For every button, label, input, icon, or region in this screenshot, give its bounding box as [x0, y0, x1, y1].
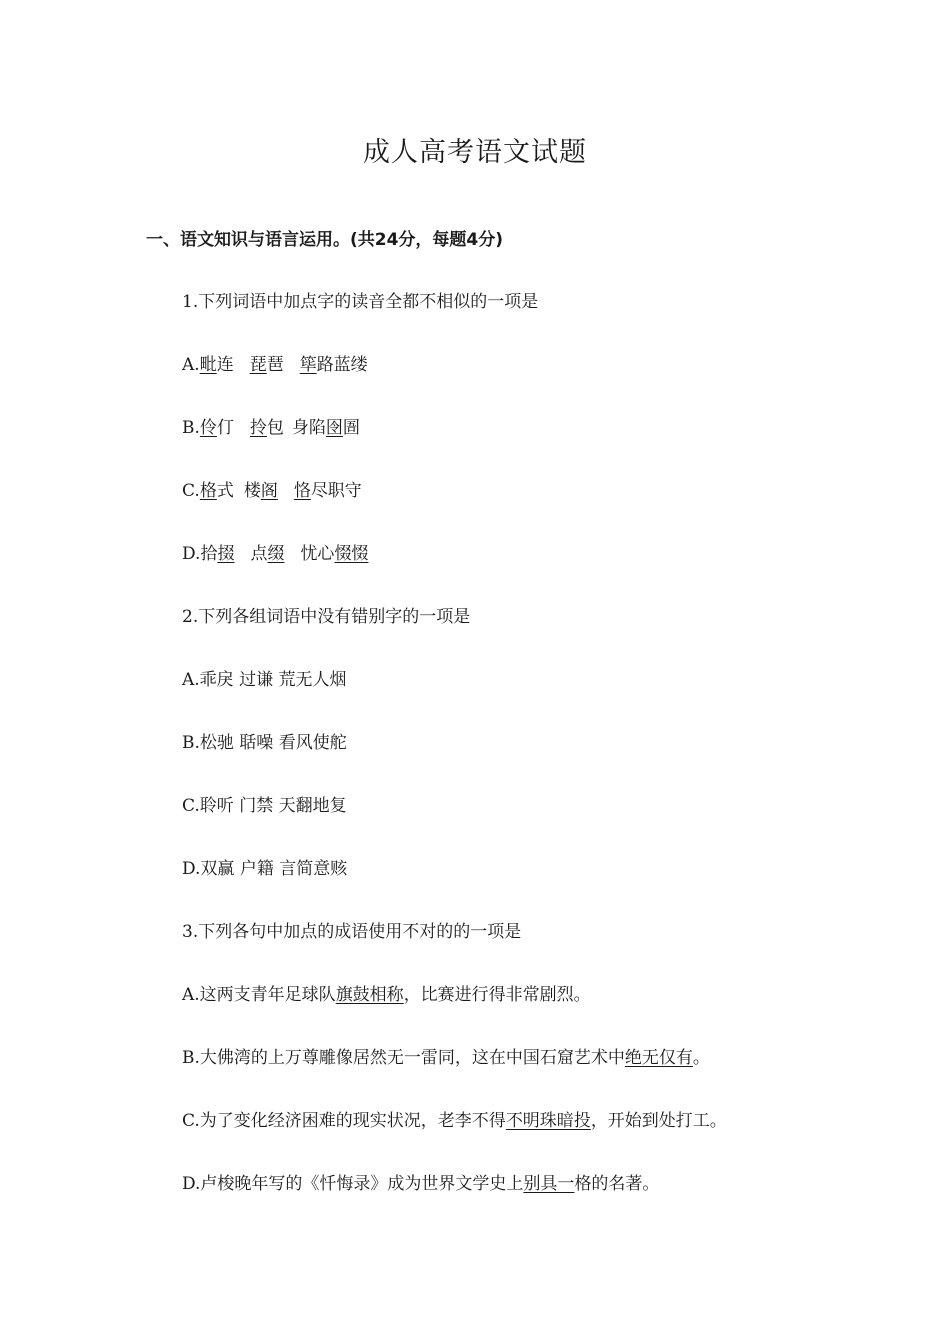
question-1-stem: 1.下列词语中加点字的读音全都不相似的一项是	[182, 292, 539, 312]
question-2-option-b: B.松驰 聒噪 看风使舵	[182, 733, 347, 753]
dotted-char: 掇	[217, 544, 235, 564]
word-prefix: 拾	[200, 544, 218, 564]
dotted-idiom: 旗鼓相称	[335, 985, 404, 1005]
question-1-option-d	[182, 540, 368, 568]
sentence-text: ，开始到处打工。	[590, 1111, 727, 1131]
sentence-text: D.卢梭晚年写的《忏悔录》成为世界文学史上	[182, 1174, 524, 1194]
word-rest: 式	[216, 481, 234, 501]
dotted-char: 琵	[249, 355, 267, 375]
dotted-idiom: 绝无仅有	[624, 1048, 693, 1068]
sentence-text: 格的名著。	[574, 1174, 660, 1194]
word-rest: 尽职守	[310, 481, 362, 501]
question-2-stem: 2.下列各组词语中没有错别字的一项是	[182, 607, 471, 627]
word-prefix: 点	[250, 544, 268, 564]
dotted-idiom: 不明珠暗投	[505, 1111, 591, 1131]
dotted-char: 拎	[249, 418, 267, 438]
sentence-text: C.为了变化经济困难的现实状况，老李不得	[182, 1111, 506, 1131]
dotted-char: 惙惙	[334, 544, 369, 564]
sentence-text: ，比赛进行得非常剧烈。	[403, 985, 591, 1005]
dotted-char: 恪	[293, 481, 311, 501]
question-2-option-d: D.双赢 户籍 言简意赅	[182, 859, 348, 879]
question-1-option-a	[182, 351, 368, 379]
word-rest: 仃	[216, 418, 234, 438]
word-prefix: 忧心	[300, 544, 335, 564]
dotted-char: 囹	[325, 418, 343, 438]
option-label: A.	[182, 355, 200, 375]
dotted-char: 筚	[299, 355, 317, 375]
question-3-stem: 3.下列各句中加点的成语使用不对的的一项是	[182, 922, 522, 942]
dotted-idiom: 别具一	[523, 1174, 575, 1194]
question-1-option-b	[182, 414, 360, 442]
word-rest: 路蓝缕	[316, 355, 368, 375]
word-rest: 连	[216, 355, 234, 375]
word-rest: 包	[266, 418, 284, 438]
dotted-char: 缀	[267, 544, 285, 564]
dotted-char: 伶	[199, 418, 217, 438]
option-label: C.	[182, 481, 200, 501]
word-rest: 琶	[266, 355, 284, 375]
question-1-option-c	[182, 477, 362, 505]
page-title: 成人高考语文试题	[363, 137, 587, 168]
dotted-char: 格	[199, 481, 217, 501]
sentence-text: A.这两支青年足球队	[182, 985, 336, 1005]
question-3-option-a	[182, 981, 591, 1009]
word-prefix: 身陷	[291, 418, 326, 438]
question-3-option-d	[182, 1170, 659, 1198]
sentence-text: 。	[692, 1048, 710, 1068]
dotted-char: 毗	[199, 355, 217, 375]
dotted-char: 阁	[260, 481, 278, 501]
section-heading: 一、语文知识与语言运用。(共24分，每题4分)	[146, 230, 504, 250]
option-label: D.	[182, 544, 201, 564]
question-2-option-c: C.聆听 门禁 天翻地复	[182, 796, 347, 816]
question-2-option-a: A.乖戾 过谦 荒无人烟	[182, 670, 347, 690]
question-3-option-c	[182, 1107, 727, 1135]
sentence-text: B.大佛湾的上万尊雕像居然无一雷同，这在中国石窟艺术中	[182, 1048, 625, 1068]
question-3-option-b	[182, 1044, 710, 1072]
word-rest: 圄	[342, 418, 360, 438]
option-label: B.	[182, 418, 200, 438]
word-prefix: 楼	[243, 481, 261, 501]
